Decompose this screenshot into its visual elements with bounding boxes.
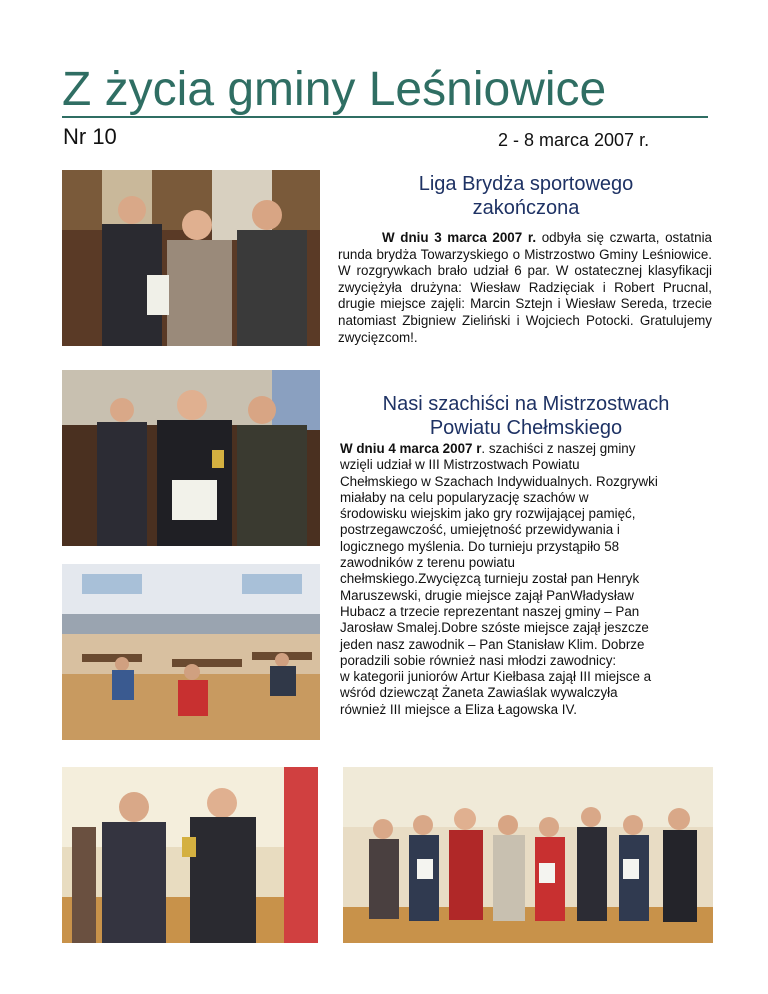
group-winners-photo <box>343 767 713 943</box>
article2-body <box>340 441 700 718</box>
article2-headline-line1: Nasi szachiści na Mistrzostwach <box>382 393 670 415</box>
chess-hall-photo <box>62 564 320 740</box>
article2-line: . szachiści z naszej gminy <box>481 441 636 456</box>
article2-line: również III miejsce a Eliza Łagowska IV. <box>340 701 577 717</box>
article2-line: środowisku wiejskim jako gry rozwijającej pamięć, <box>340 506 636 522</box>
article2-headline-line2: Powiatu Chełmskiego <box>429 417 623 439</box>
article2-line: wśród dziewcząt Żaneta Zawiaślak wywalczyła <box>340 685 618 701</box>
article1-body <box>338 230 712 346</box>
bridge-winners-photo <box>62 170 320 346</box>
article2-line: Jarosław Smalej.Dobre szóste miejsce zajął jeszcze <box>340 620 649 636</box>
issue-number: Nr 10 <box>63 124 117 149</box>
article1-headline-line2: zakończona <box>472 197 580 219</box>
chess-award-photo <box>62 370 320 546</box>
article2-line: wzięli udział w III Mistrzostwach Powiatu <box>340 457 580 473</box>
article2-line: logicznego myślenia. Do turnieju przystąpiło 58 <box>340 538 620 554</box>
article1-lead: W dniu 3 marca 2007 r. <box>382 230 537 245</box>
newsletter-title: Z życia gminy Leśniowice <box>62 63 607 116</box>
article2-line: w kategorii juniorów Artur Kiełbasa zajął III miejsce a <box>340 669 652 685</box>
issue-dates: 2 - 8 marca 2007 r. <box>498 130 650 150</box>
article2-line: zawodników z terenu powiatu <box>340 555 515 571</box>
article2-line: Maruszewski, drugie miejsce zajął PanWładysław <box>340 587 634 603</box>
article2-line: jeden nasz zawodnik – Pan Stanisław Klim. Dobrze <box>340 636 645 652</box>
article1-headline <box>338 172 714 220</box>
article2-line: Chełmskiego w Szachach Indywidualnych. Rozgrywki <box>340 473 658 489</box>
article2-line: miałaby na celu popularyzację szachów w <box>340 489 589 505</box>
article2-line: poradzili sobie również nasi młodzi zawodnicy: <box>340 652 617 668</box>
article2-headline <box>338 392 714 440</box>
article2-lead: W dniu 4 marca 2007 r <box>340 441 482 456</box>
article2-line: chełmskiego.Zwycięzcą turnieju został pan Henryk <box>340 571 640 587</box>
article1-text: odbyła się czwarta, ostatnia runda brydża Towarzyskiego o Mistrzostwo Gminy Leśniowice. W rozgrywkach brało udział 6 par. W ostatecznej klasyfikacji zwyciężyła drużyna: Wiesław Radzięciak i Robert Prucnal, drugie miejsce zajęli: Marcin Sztejn i Wiesław Sereda, trzecie natomiast Zbigniew Zieliński i Wojciech Potocki. Gratulujemy zwycięzcom!. <box>338 230 713 345</box>
article1-headline-line1: Liga Brydża sportowego <box>418 173 634 195</box>
title-underline <box>62 116 708 118</box>
trophy-handshake-photo <box>62 767 318 943</box>
article2-line: postrzegawczość, umiejętność przewidywania i <box>340 522 620 538</box>
article2-line: Hubacz a trzecie reprezentant naszej gminy – Pan <box>340 603 640 619</box>
